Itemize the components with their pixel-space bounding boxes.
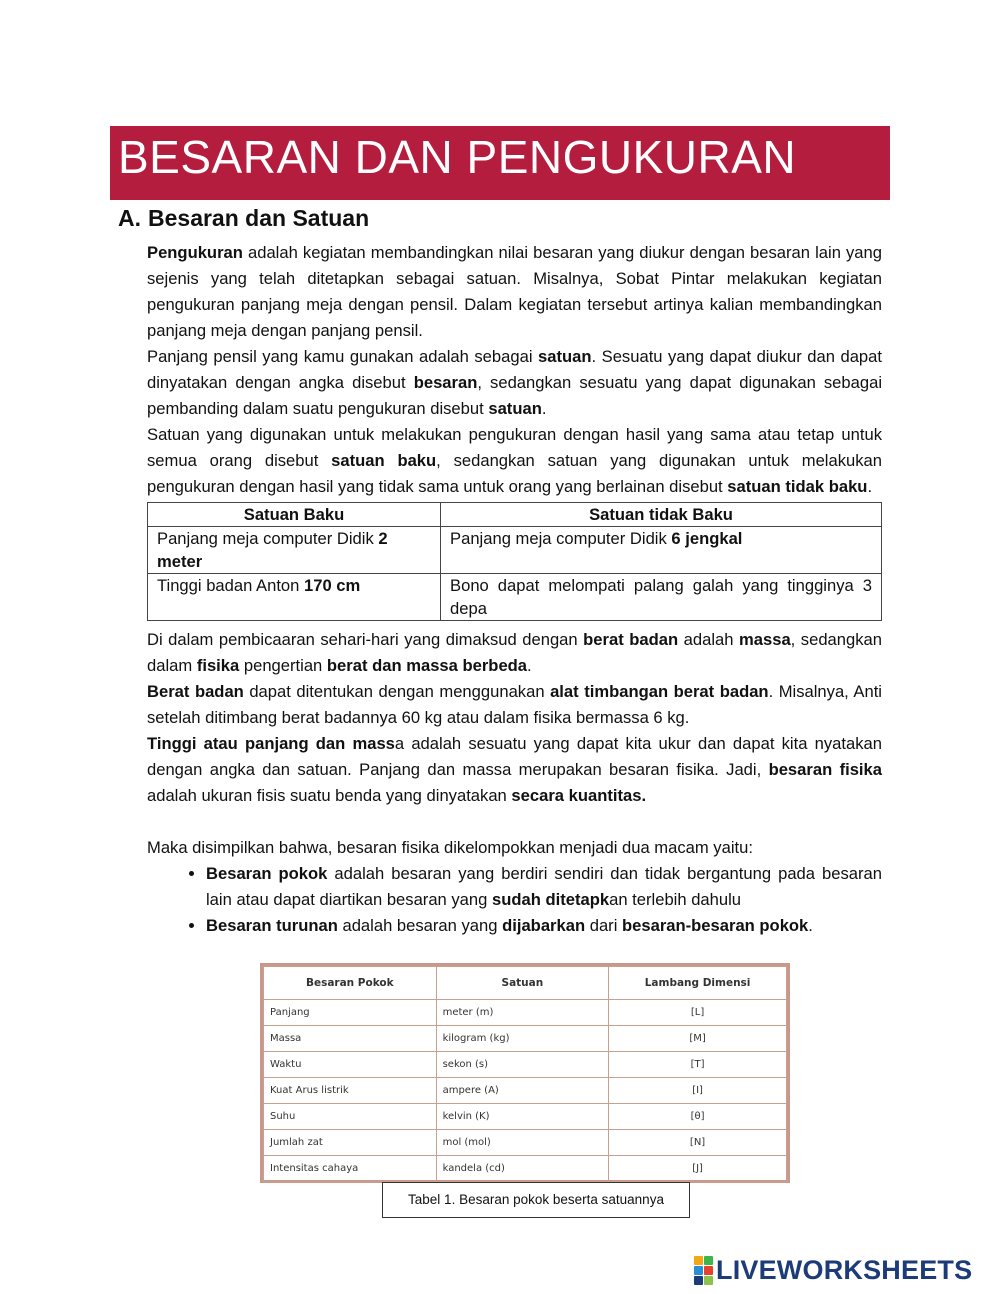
bold-term: dijabarkan	[502, 916, 586, 935]
table-cell: [N]	[609, 1130, 787, 1156]
table-cell	[441, 574, 882, 621]
table-row	[264, 1000, 787, 1026]
text: , sedangkan sesuatu yang dapat digunakan sebagai pembanding dalam suatu pengukuran disebut	[147, 373, 883, 418]
section-number: A.	[118, 205, 141, 231]
paragraph-kesimpulan	[147, 835, 882, 861]
bold-term: alat timbangan berat badan	[550, 682, 769, 701]
text: Di dalam pembicaaran sehari-hari yang dimaksud dengan	[147, 630, 584, 649]
comparison-table	[147, 502, 882, 621]
table-row	[264, 1104, 787, 1130]
bold-term: satuan baku	[331, 451, 437, 470]
text: an terlebih dahulu	[609, 890, 742, 909]
bold-term: besaran	[413, 373, 478, 392]
liveworksheets-logo-icon	[694, 1256, 713, 1285]
text: a adalah sesuatu yang dapat kita ukur dan dapat kita nyatakan dengan angka dan satuan. Panjang dan massa merupakan besaran fisika. Jadi,	[147, 734, 882, 779]
table-cell: [θ]	[609, 1104, 787, 1130]
bold-term: sudah ditetapk	[491, 890, 610, 909]
table-cell: [L]	[609, 1000, 787, 1026]
header-lambang-dimensi: Lambang Dimensi	[609, 967, 787, 1000]
text: .	[527, 656, 532, 675]
table-cell: meter (m)	[436, 1000, 609, 1026]
list-item	[206, 913, 882, 939]
bold-term: berat dan massa berbeda	[326, 656, 528, 675]
table-cell: Waktu	[264, 1052, 437, 1078]
table-cell: kandela (cd)	[436, 1156, 609, 1182]
bold-term: fisika	[196, 656, 240, 675]
table-cell	[148, 527, 441, 574]
list-item	[206, 861, 882, 913]
bold-value: 170 cm	[304, 576, 361, 595]
table-cell: sekon (s)	[436, 1052, 609, 1078]
text: , sedangkan dalam	[147, 630, 882, 675]
page-title: BESARAN DAN PENGUKURAN	[118, 131, 797, 183]
text: Panjang pensil yang kamu gunakan adalah sebagai	[147, 347, 539, 366]
table-cell: Kuat Arus listrik	[264, 1078, 437, 1104]
bold-term: satuan	[538, 347, 592, 366]
bold-term: besaran fisika	[768, 760, 882, 779]
table-cell: [I]	[609, 1078, 787, 1104]
table-caption: Tabel 1. Besaran pokok beserta satuannya	[382, 1182, 690, 1218]
text: . Sesuatu yang dapat diukur dan dapat dinyatakan dengan angka disebut	[147, 347, 882, 392]
section-title: Besaran dan Satuan	[148, 205, 370, 231]
bold-term: Pengukuran	[147, 243, 243, 262]
text: Panjang meja computer Didik	[157, 529, 379, 548]
table-cell: Panjang	[264, 1000, 437, 1026]
liveworksheets-logo-text: LIVEWORKSHEETS	[716, 1255, 973, 1285]
text: adalah besaran yang berdiri sendiri dan tidak bergantung pada besaran lain atau dapat diartikan besaran yang	[206, 864, 882, 909]
text: .	[867, 477, 873, 496]
bold-term: satuan tidak baku	[727, 477, 868, 496]
page-title-banner	[110, 126, 890, 200]
bold-term: Besaran pokok	[206, 864, 328, 883]
text: .	[541, 399, 547, 418]
spacer	[147, 809, 882, 835]
table-cell	[441, 527, 882, 574]
paragraph-satuan	[147, 344, 882, 422]
table-cell: Intensitas cahaya	[264, 1156, 437, 1182]
table-row	[264, 1156, 787, 1182]
comparison-header-row	[148, 503, 882, 527]
text: dari	[585, 916, 622, 935]
table-row	[264, 1052, 787, 1078]
table-cell: [T]	[609, 1052, 787, 1078]
besaran-pokok-table	[263, 966, 787, 1182]
pokok-header-row	[264, 967, 787, 1000]
section-heading	[118, 205, 369, 232]
paragraph-satuan-baku	[147, 422, 882, 500]
besaran-pokok-table-image	[260, 963, 790, 1183]
header-besaran-pokok: Besaran Pokok	[264, 967, 437, 1000]
liveworksheets-logo[interactable]	[694, 1255, 972, 1285]
table-cell: ampere (A)	[436, 1078, 609, 1104]
table-cell: Massa	[264, 1026, 437, 1052]
text: pengertian	[239, 656, 327, 675]
table-row	[264, 1130, 787, 1156]
paragraph-timbangan	[147, 679, 882, 731]
text: Bono dapat melompati palang galah yang tingginya 3 depa	[450, 576, 872, 618]
table-cell: mol (mol)	[436, 1130, 609, 1156]
table-cell: Jumlah zat	[264, 1130, 437, 1156]
body-text	[147, 240, 882, 939]
table-cell: Suhu	[264, 1104, 437, 1130]
text: adalah ukuran fisis suatu benda yang dinyatakan	[147, 786, 512, 805]
bold-term: secara kuantitas.	[511, 786, 647, 805]
bold-term: berat badan	[583, 630, 679, 649]
table-row	[148, 574, 882, 621]
paragraph-berat-massa	[147, 627, 882, 679]
text: dapat ditentukan dengan menggunakan	[243, 682, 551, 701]
paragraph-besaran-fisika	[147, 731, 882, 809]
text: . Misalnya, Anti setelah ditimbang berat badannya 60 kg atau dalam fisika bermassa 6 kg.	[147, 682, 882, 727]
text: Panjang meja computer Didik	[450, 529, 672, 548]
bold-value: 2 meter	[157, 529, 388, 571]
bold-term: satuan	[488, 399, 542, 418]
table-cell: kelvin (K)	[436, 1104, 609, 1130]
bold-value: 6 jengkal	[671, 529, 743, 548]
table-cell: [J]	[609, 1156, 787, 1182]
bold-term: Berat badan	[147, 682, 244, 701]
text: , sedangkan satuan yang digunakan untuk melakukan pengukuran dengan hasil yang tidak sama untuk orang yang berlainan disebut	[147, 451, 882, 496]
text: adalah besaran yang	[337, 916, 503, 935]
table-row	[264, 1078, 787, 1104]
paragraph-definition	[147, 240, 882, 344]
text: Tinggi badan Anton	[157, 576, 305, 595]
header-satuan: Satuan	[436, 967, 609, 1000]
bold-term: Tinggi atau panjang dan mass	[147, 734, 395, 753]
text: adalah	[678, 630, 739, 649]
table-row	[148, 527, 882, 574]
text: adalah kegiatan membandingkan nilai besaran yang diukur dengan besaran lain yang sejenis yang telah ditetapkan sebagai satuan. Misalnya, Sobat Pintar melakukan kegiatan pengukuran panjang meja dengan pensil. Dalam kegiatan tersebut artinya kalian membandingkan panjang meja dengan panjang pensil.	[147, 243, 882, 340]
bold-term: massa	[739, 630, 791, 649]
table-row	[264, 1026, 787, 1052]
table-cell: kilogram (kg)	[436, 1026, 609, 1052]
table-cell: [M]	[609, 1026, 787, 1052]
text: Satuan yang digunakan untuk melakukan pengukuran dengan hasil yang sama atau tetap untuk semua orang disebut	[147, 425, 882, 470]
bullet-list	[147, 861, 882, 939]
header-satuan-tidak-baku: Satuan tidak Baku	[441, 503, 882, 527]
text: .	[808, 916, 813, 935]
bold-term: Besaran turunan	[206, 916, 338, 935]
text: Maka disimpilkan bahwa, besaran fisika dikelompokkan menjadi dua macam yaitu:	[147, 838, 753, 857]
bold-term: besaran-besaran pokok	[622, 916, 809, 935]
table-cell	[148, 574, 441, 621]
header-satuan-baku: Satuan Baku	[148, 503, 441, 527]
